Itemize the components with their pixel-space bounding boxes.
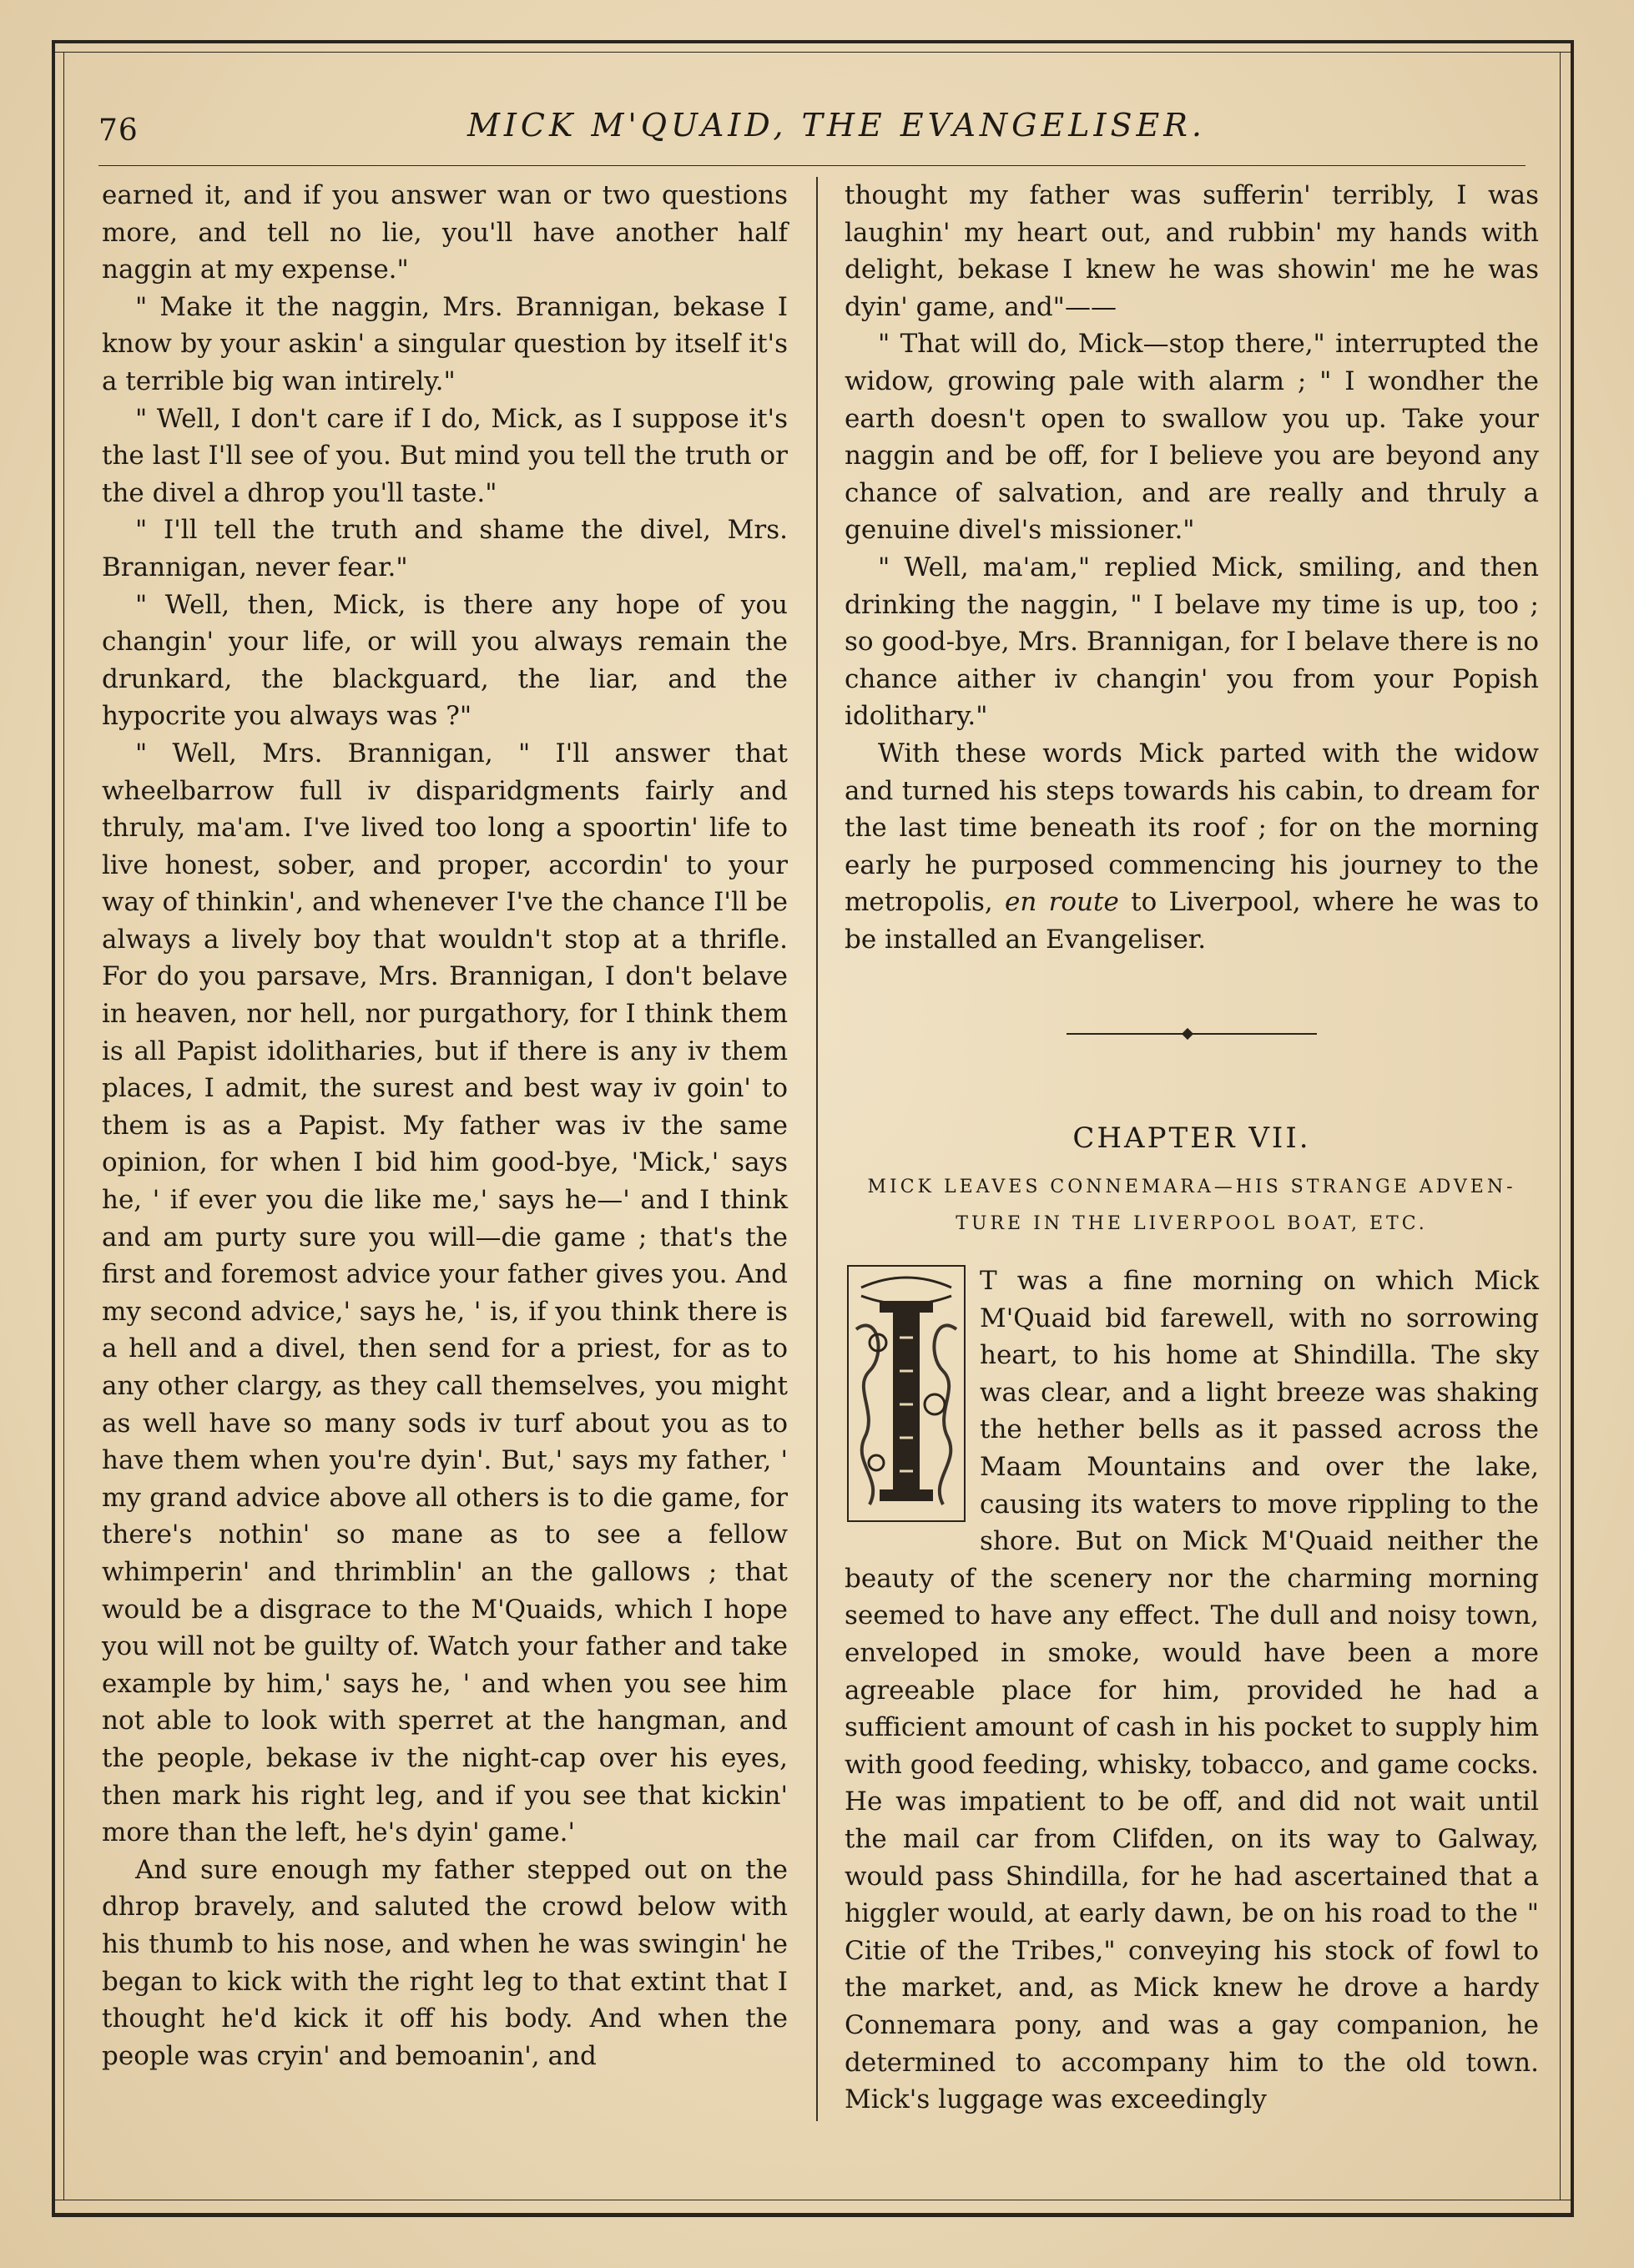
paragraph: " That will do, Mick—stop there," interrupted the widow, growing pale with alarm ; " I wondher the earth doesn't open to swallow you up. Take your naggin and be off, for I believe you are beyond any chance of salvation, and are really and thruly a genuine divel's missioner." (845, 329, 1539, 546)
frame-rule-left-inner (63, 52, 64, 2200)
frame-rule-right (1571, 40, 1574, 2217)
chapter-title: CHAPTER VII. (1072, 1121, 1311, 1156)
chapter-summary-line: MICK LEAVES CONNEMARA—HIS STRANGE ADVEN- (867, 1177, 1516, 1198)
paragraph-text: With these words Mick parted with the widow and turned his steps towards his cabin, to dream for the last time beneath its roof ; for on the morning early he purposed commencing his journey to the metropolis, (845, 738, 1539, 918)
italic-phrase: en route (1005, 887, 1119, 918)
paragraph: " Make it the naggin, Mrs. Brannigan, bekase I know by your askin' a singular question by itself it's a terrible big wan intirely." (102, 291, 788, 396)
paragraph: " Well, I don't care if I do, Mick, as I suppose it's the last I'll see of you. But mind you tell the truth or the divel a dhrop you'll taste." (102, 403, 788, 508)
left-column (102, 177, 788, 2074)
running-title: MICK M'QUAID, THE EVANGELISER. (467, 107, 1206, 144)
paragraph: thought my father was sufferin' terribly, I was laughin' my heart out, and rubbin' my hands with delight, bekase I knew he was showin' me he was dyin' game, and"—— (845, 180, 1539, 322)
header-rule (98, 165, 1526, 166)
page-number: 76 (98, 113, 139, 148)
paragraph: earned it, and if you answer wan or two questions more, and tell no lie, you'll have another half naggin at my expense." (102, 180, 788, 285)
column-divider (816, 177, 818, 2121)
paragraph: " Well, then, Mick, is there any hope of you changin' your life, or will you always remain the drunkard, the blackguard, the liar, and the hypocrite you always was ?" (102, 589, 788, 732)
paragraph: And sure enough my father stepped out on the dhrop bravely, and saluted the crowd below with his thumb to his nose, and when he was swingin' he began to kick with the right leg to that extint that I thought he'd kick it off his body. And when the people was cryin' and bemoanin', and (102, 1854, 788, 2071)
ornament-diamond-icon (1182, 1028, 1193, 1040)
chapter-summary (845, 1169, 1539, 1242)
paragraph-text: to Liverpool, where he was to be installed an Evangeliser. (845, 887, 1540, 955)
right-column (845, 177, 1539, 2119)
frame-rule-top-inner (52, 52, 1574, 53)
frame-rule-top (52, 40, 1574, 43)
frame-rule-left (52, 40, 55, 2217)
ornamental-initial-icon (845, 1263, 968, 1525)
chapter-summary-line: TURE IN THE LIVERPOOL BOAT, ETC. (956, 1213, 1428, 1235)
section-ornament (1067, 1028, 1317, 1040)
frame-rule-bottom (52, 2213, 1574, 2217)
paragraph: " Well, Mrs. Brannigan, " I'll answer that wheelbarrow full iv disparidgments fairly and thruly, ma'am. I've lived too long a spoortin' life to live honest, sober, and proper, accordin' to your way of thinkin', and whenever I've the chance I'll be always a lively boy that wouldn't stop at a thrifle. For do you parsave, Mrs. Brannigan, I don't belave in heaven, nor hell, nor purgathory, for I think them is all Papist idolitharies, but if there is any iv them places, I admit, the surest and best way iv goin' to them is as a Papist. My father was iv the same opinion, for when I bid him good-bye, 'Mick,' says he, ' if ever you die like me,' says he—' and I think and am purty sure you will—die game ; that's the first and foremost advice your father gives you. And my second advice,' says he, ' is, if you think there is a hell and a divel, then send for a priest, for as to any other clargy, as they call themselves, you might as well have so many sods iv turf about you as to have them when you're dyin'. But,' says my father, ' my grand advice above all others is to die game, for there's nothin' so mane as to see a fellow whimperin' and thrimblin' an the gallows ; that would be a disgrace to the M'Quaids, which I hope you will not be guilty of. Watch your father and take example by him,' says he, ' and when you see him not able to look with sperret at the hangman, and the people, bekase iv the night-cap over his eyes, then mark his right leg, and if you see that kickin' more than the left, he's dyin' game.' (102, 738, 788, 1848)
paragraph (845, 735, 1539, 959)
paragraph: " I'll tell the truth and shame the divel, Mrs. Brannigan, never fear." (102, 515, 788, 582)
paragraph: " Well, ma'am," replied Mick, smiling, and then drinking the naggin, " I belave my time is up, too ; so good-bye, Mrs. Brannigan, for I belave there is no chance aither iv changin' you from your Popish idolithary." (845, 552, 1539, 732)
frame-rule-right-inner (1560, 52, 1561, 2200)
chapter-opening-paragraph: T was a fine morning on which Mick M'Quaid bid farewell, with no sorrowing heart, to his home at Shindilla. The sky was clear, and a light breeze was shaking the hether bells as it passed across the Maam Mountains and over the lake, causing its waters to move rippling to the shore. But on Mick M'Quaid neither the beauty of the scenery nor the charming morning seemed to have any effect. The dull and noisy town, enveloped in smoke, would have been a more agreeable place for him, provided he had a sufficient amount of cash in his pocket to supply him with good feeding, whisky, tobacco, and game cocks. He was impatient to be off, and did not wait until the mail car from Clifden, on its way to Galway, would pass Shindilla, for he had ascertained that a higgler would, at early dawn, be on his road to the " Citie of the Tribes," conveying his stock of fowl to the market, and, as Mick knew he drove a hardy Connemara pony, and was a gay companion, he determined to accompany him to the old town. Mick's luggage was exceedingly (845, 1266, 1539, 2115)
